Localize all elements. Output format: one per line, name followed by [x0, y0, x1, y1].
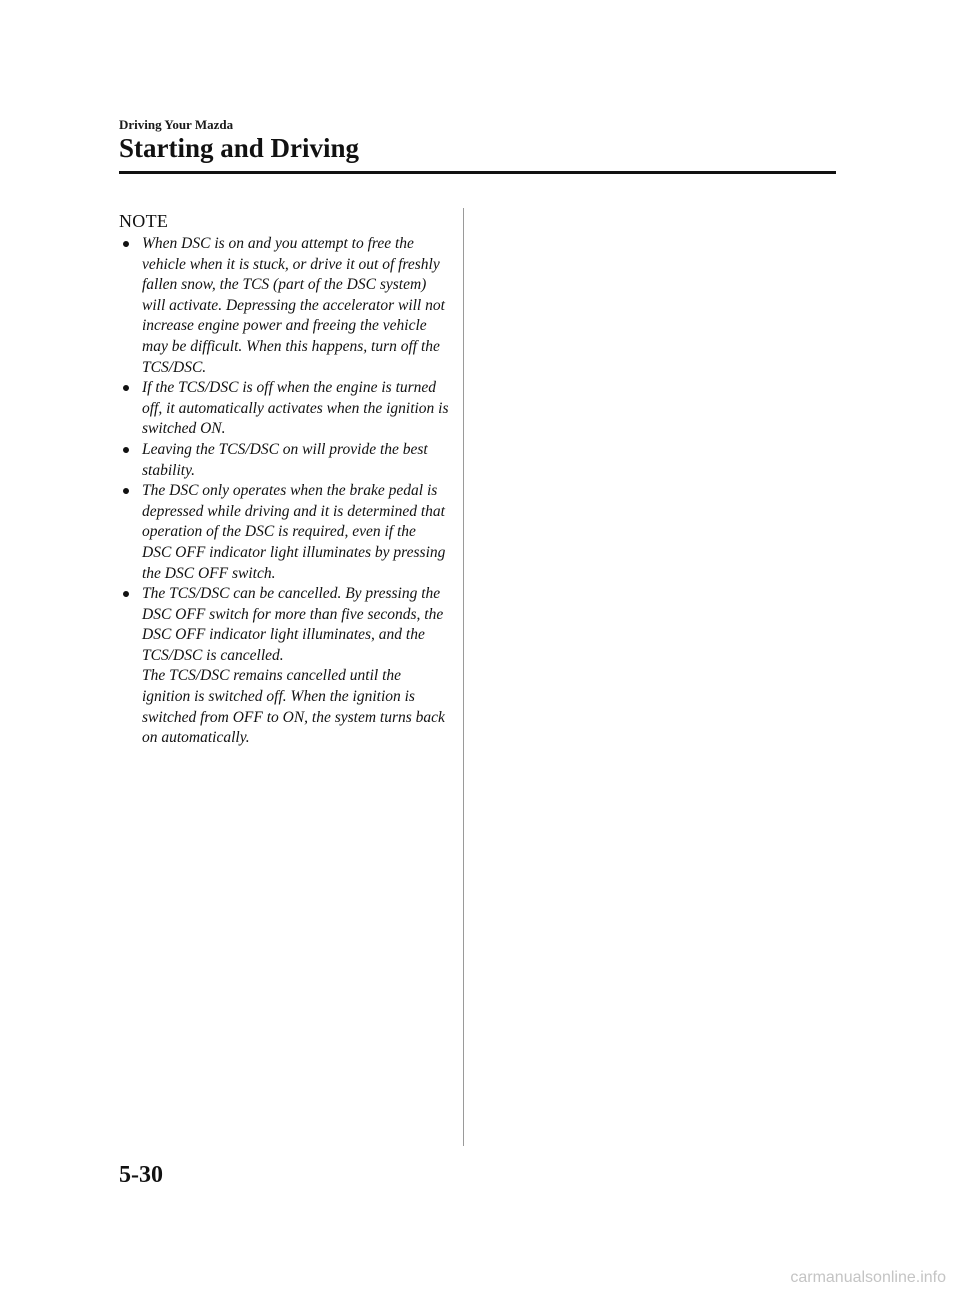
note-item — [119, 481, 449, 584]
note-item — [119, 440, 449, 481]
note-item — [119, 584, 449, 749]
note-item-extra-text: The TCS/DSC remains cancelled until the ignition is switched off. When the ignition is switched from OFF to ON, the system turns back on automatically. — [142, 667, 445, 747]
watermark: carmanualsonline.info — [790, 1269, 946, 1286]
bullet-icon — [123, 241, 129, 247]
note-item-text: The DSC only operates when the brake pedal is depressed while driving and it is determined that operation of the DSC is required, even if the DSC OFF indicator light illuminates by pressing the DSC OFF switch. — [142, 482, 446, 582]
chapter-title: Starting and Driving — [119, 133, 360, 163]
note-item-text: Leaving the TCS/DSC on will provide the best stability. — [142, 440, 428, 479]
note-list — [119, 234, 449, 749]
bullet-icon — [123, 591, 129, 597]
bullet-icon — [123, 385, 129, 391]
note-item — [119, 378, 449, 440]
note-block — [119, 210, 449, 749]
note-item-text: If the TCS/DSC is off when the engine is turned off, it automatically activates when the ignition is switched ON. — [142, 379, 449, 438]
note-item — [119, 234, 449, 378]
note-item-text: The TCS/DSC can be cancelled. By pressing the DSC OFF switch for more than five seconds, the DSC OFF indicator light illuminates, and the TCS/DSC is cancelled. — [142, 585, 444, 664]
note-heading: NOTE — [119, 211, 169, 231]
section-label: Driving Your Mazda — [119, 117, 234, 132]
bullet-icon — [123, 447, 129, 453]
bullet-icon — [123, 488, 129, 494]
column-divider — [463, 208, 464, 1146]
header-rule — [119, 171, 836, 174]
page-number: 5-30 — [119, 1162, 163, 1188]
note-item-text: When DSC is on and you attempt to free the vehicle when it is stuck, or drive it out of freshly fallen snow, the TCS (part of the DSC system) will activate. Depressing the accelerator will not increase engine power and freeing the vehicle may be difficult. When this happens, turn off the TCS/DSC. — [142, 235, 445, 376]
